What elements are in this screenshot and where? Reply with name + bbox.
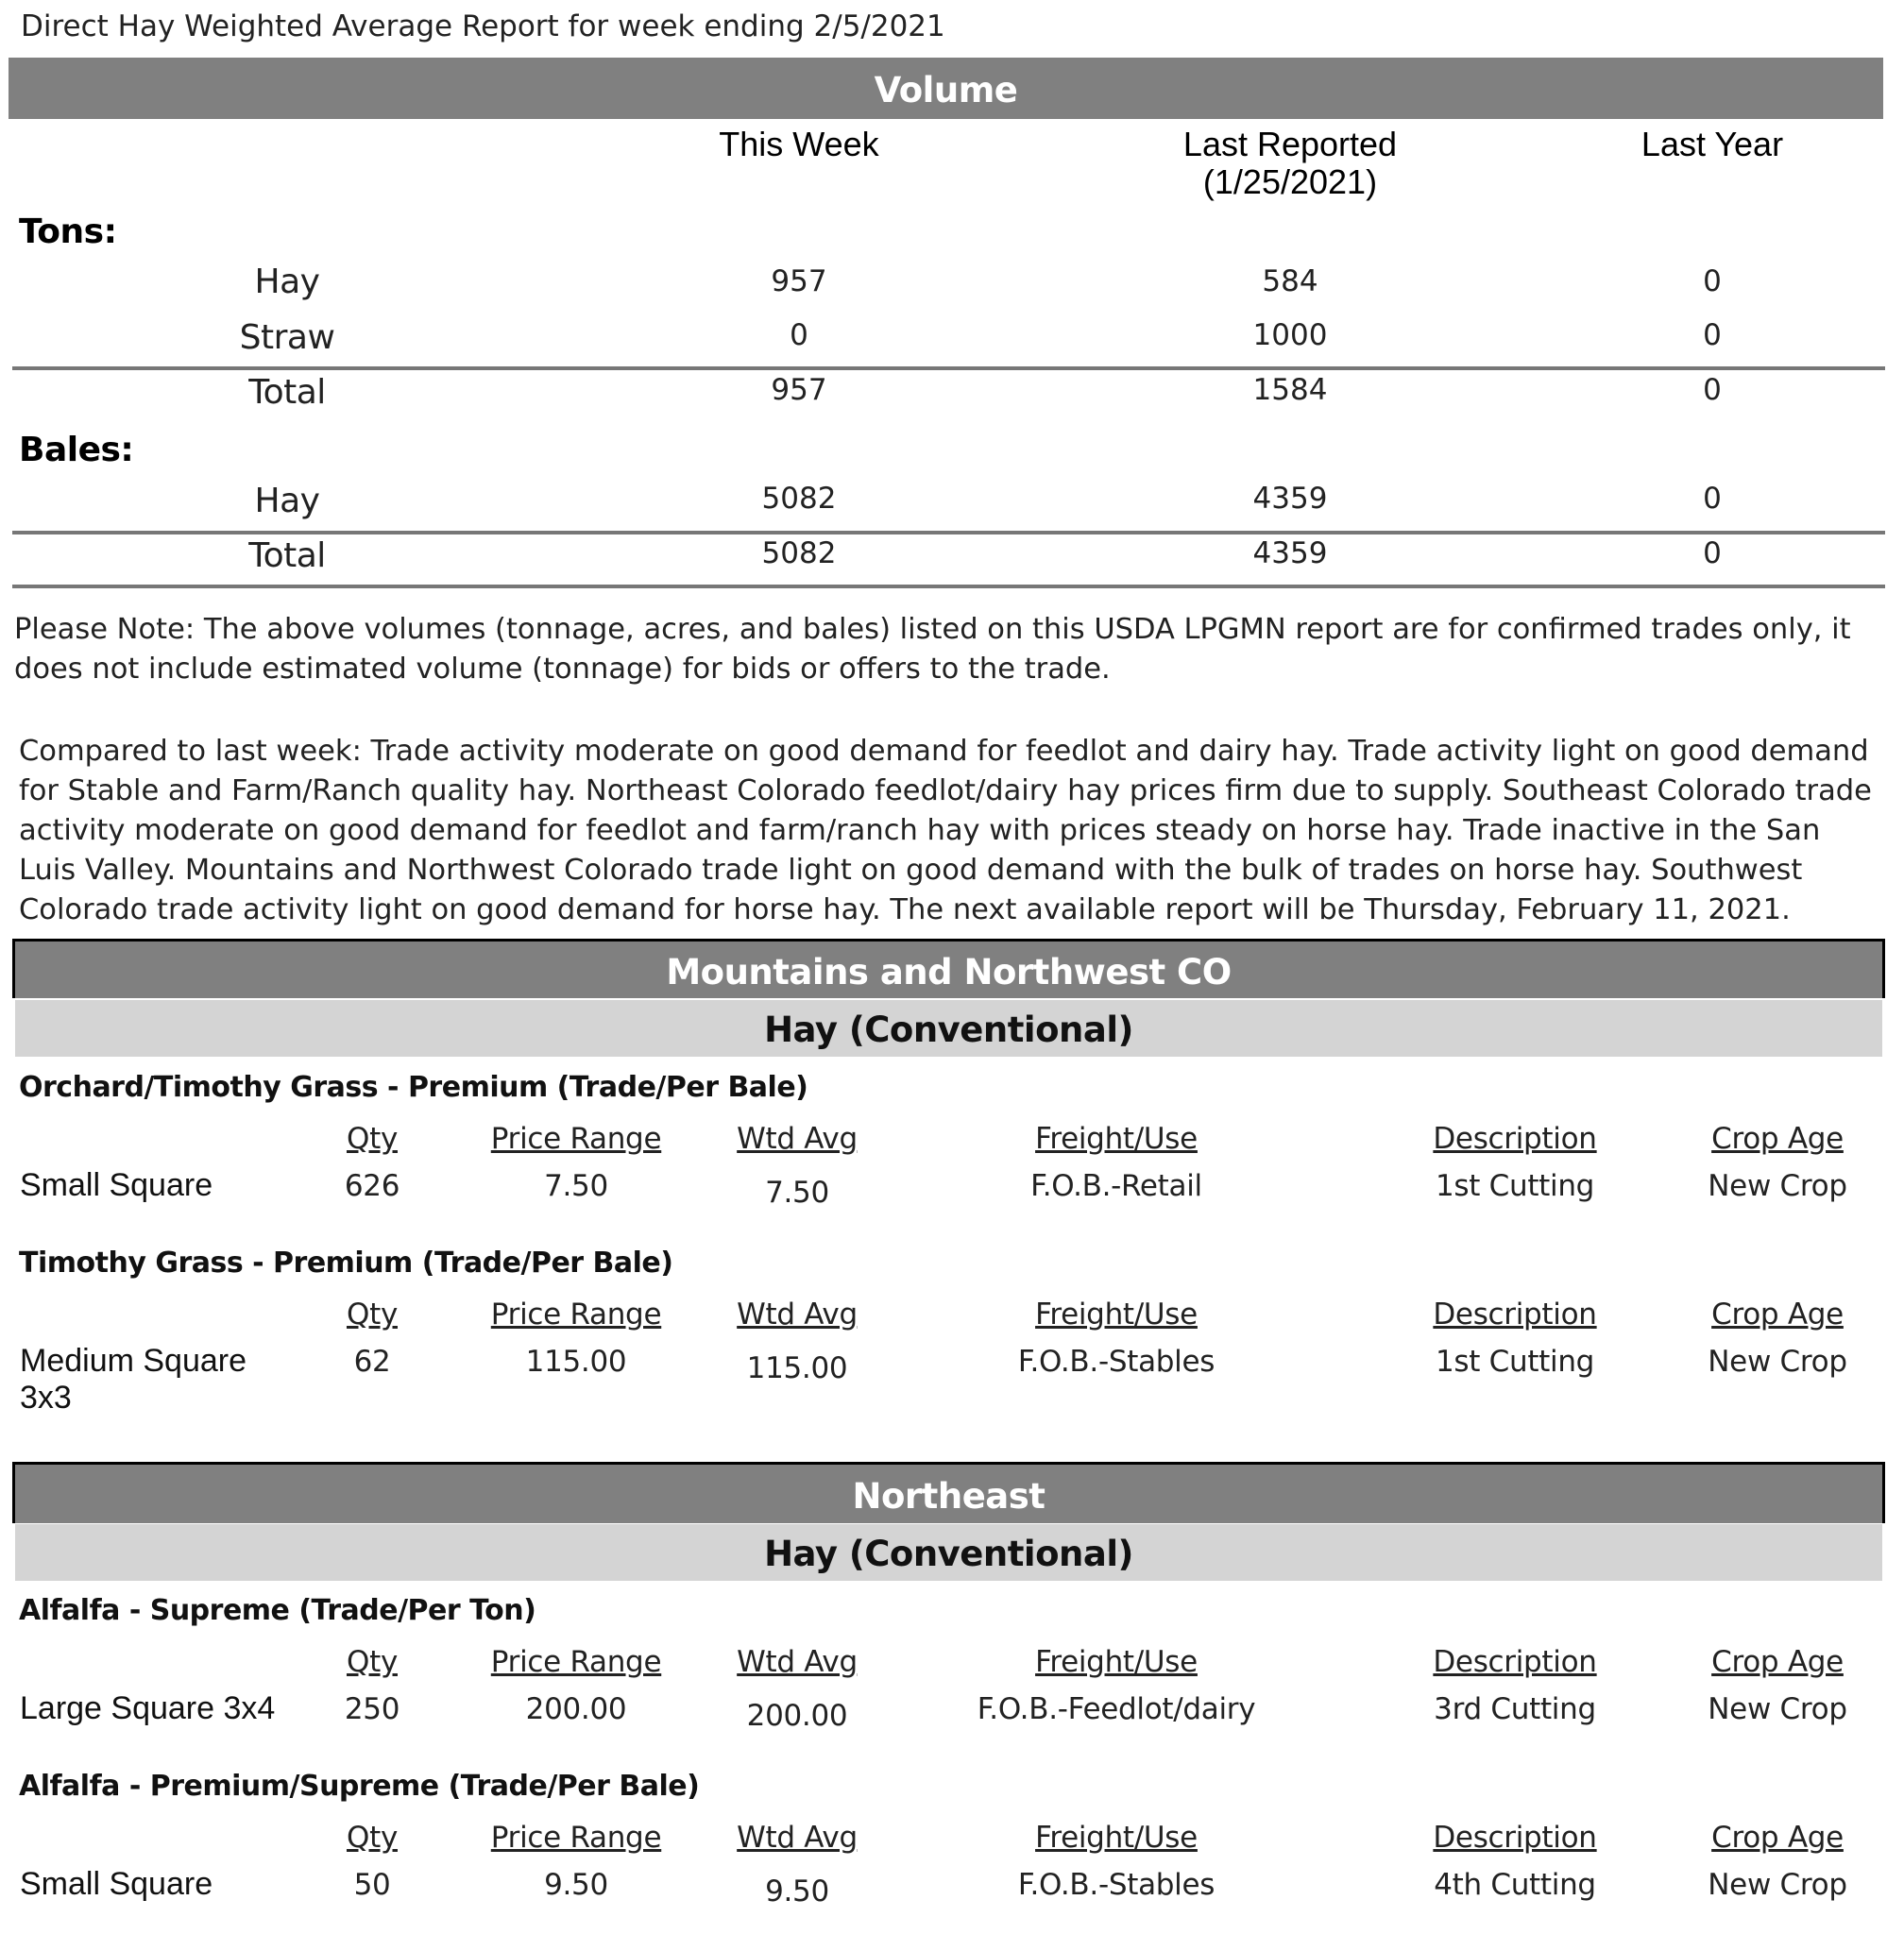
wtd-avg-value: 7.50: [765, 1176, 829, 1210]
header-crop-age: Crop Age: [1711, 1645, 1844, 1679]
description-value: 3rd Cutting: [1434, 1692, 1596, 1726]
qty-value: 626: [344, 1169, 400, 1203]
product-type: Small Square: [20, 1167, 213, 1203]
description-value: 4th Cutting: [1434, 1868, 1596, 1902]
header-wtd-avg: Wtd Avg: [737, 1821, 858, 1855]
description-value: 1st Cutting: [1435, 1345, 1595, 1379]
col-last-reported: Last Reported: [1182, 125, 1398, 163]
tons-straw-label: Straw: [239, 318, 335, 357]
header-qty: Qty: [346, 1122, 398, 1156]
tons-label: Tons:: [19, 212, 117, 251]
product-type: Small Square: [20, 1866, 213, 1902]
report-title: Direct Hay Weighted Average Report for week ending 2/5/2021: [21, 9, 945, 43]
header-description: Description: [1433, 1122, 1597, 1156]
header-description: Description: [1433, 1645, 1597, 1679]
bales-hay-last-reported: 4359: [1252, 482, 1328, 516]
bales-total-label: Total: [248, 536, 326, 575]
header-crop-age: Crop Age: [1711, 1122, 1844, 1156]
price-range-value: 115.00: [525, 1345, 627, 1379]
header-description: Description: [1433, 1298, 1597, 1332]
qty-value: 62: [353, 1345, 391, 1379]
header-crop-age: Crop Age: [1711, 1821, 1844, 1855]
bales-hay-label: Hay: [254, 482, 320, 520]
group-title: Timothy Grass - Premium (Trade/Per Bale): [19, 1247, 673, 1280]
col-last-reported-date: (1/25/2021): [1202, 162, 1378, 201]
tons-total-this-week: 957: [771, 373, 827, 407]
market-comparison: Compared to last week: Trade activity moderate on good demand for feedlot and dairy hay. Trade activity light on good demand for Stable and Farm/Ranch quality hay. Northeast Colorado feedlot/dairy hay prices firm due to supply. Southeast Colorado trade activity moderate on good demand for feedlot and farm/ranch hay with prices steady on horse hay. Trade inactive in the San Luis Valley. Mountains and Northwest Colorado trade light on good demand with the bulk of trades on horse hay. Southwest Colorado trade activity light on good demand for horse hay. The next available report will be Thursday, February 11, 2021.: [19, 735, 1872, 926]
crop-age-value: New Crop: [1708, 1692, 1847, 1726]
tons-total-label: Total: [248, 373, 326, 412]
freight-value: F.O.B.-Stables: [1017, 1345, 1216, 1379]
header-price-range: Price Range: [490, 1122, 662, 1156]
wtd-avg-value: 9.50: [765, 1875, 829, 1909]
category-header-northeast: Hay (Conventional): [15, 1524, 1882, 1581]
header-crop-age: Crop Age: [1711, 1298, 1844, 1332]
price-range-value: 200.00: [525, 1692, 627, 1726]
header-price-range: Price Range: [490, 1298, 662, 1332]
wtd-avg-value: 200.00: [746, 1699, 848, 1733]
group-title: Alfalfa - Supreme (Trade/Per Ton): [19, 1594, 536, 1627]
header-description: Description: [1433, 1821, 1597, 1855]
header-qty: Qty: [346, 1821, 398, 1855]
crop-age-value: New Crop: [1708, 1868, 1847, 1902]
bales-total-last-reported: 4359: [1252, 536, 1328, 570]
header-price-range: Price Range: [490, 1821, 662, 1855]
qty-value: 250: [344, 1692, 400, 1726]
volume-bottom-rule: [12, 585, 1885, 588]
freight-value: F.O.B.-Retail: [1030, 1169, 1202, 1203]
tons-total-last-reported: 1584: [1252, 373, 1328, 407]
tons-hay-this-week: 957: [771, 264, 827, 298]
header-price-range: Price Range: [490, 1645, 662, 1679]
crop-age-value: New Crop: [1708, 1345, 1847, 1379]
tons-straw-last-year: 0: [1703, 318, 1722, 352]
volume-note: Please Note: The above volumes (tonnage, acres, and bales) listed on this USDA LPGMN report are for confirmed trades only, it does not include estimated volume (tonnage) for bids or offers to the trade.: [14, 613, 1851, 686]
group-title: Orchard/Timothy Grass - Premium (Trade/Per Bale): [19, 1071, 808, 1104]
header-wtd-avg: Wtd Avg: [737, 1298, 858, 1332]
freight-value: F.O.B.-Feedlot/dairy: [977, 1692, 1256, 1726]
category-header-mountains-nw: Hay (Conventional): [15, 1000, 1882, 1057]
tons-total-last-year: 0: [1703, 373, 1722, 407]
volume-header: Volume: [8, 58, 1883, 119]
header-wtd-avg: Wtd Avg: [737, 1645, 858, 1679]
header-freight-use: Freight/Use: [1035, 1298, 1198, 1332]
tons-hay-last-year: 0: [1703, 264, 1722, 298]
region-header-mountains-nw: Mountains and Northwest CO: [12, 939, 1885, 998]
region-header-northeast: Northeast: [12, 1462, 1885, 1523]
tons-straw-last-reported: 1000: [1252, 318, 1328, 352]
header-qty: Qty: [346, 1645, 398, 1679]
header-wtd-avg: Wtd Avg: [737, 1122, 858, 1156]
bales-total-last-year: 0: [1703, 536, 1722, 570]
tons-hay-label: Hay: [254, 263, 320, 301]
price-range-value: 9.50: [544, 1868, 608, 1902]
bales-hay-last-year: 0: [1703, 482, 1722, 516]
price-range-value: 7.50: [544, 1169, 608, 1203]
group-title: Alfalfa - Premium/Supreme (Trade/Per Bale): [19, 1770, 700, 1803]
col-this-week: This Week: [719, 125, 879, 163]
product-type: Medium Square 3x3: [20, 1343, 247, 1416]
tons-straw-this-week: 0: [790, 318, 808, 352]
freight-value: F.O.B.-Stables: [1017, 1868, 1216, 1902]
qty-value: 50: [353, 1868, 391, 1902]
bales-total-this-week: 5082: [761, 536, 837, 570]
bales-label: Bales:: [19, 431, 134, 469]
col-last-year: Last Year: [1640, 125, 1784, 163]
header-freight-use: Freight/Use: [1035, 1645, 1198, 1679]
header-freight-use: Freight/Use: [1035, 1821, 1198, 1855]
bales-hay-this-week: 5082: [761, 482, 837, 516]
description-value: 1st Cutting: [1435, 1169, 1595, 1203]
tons-hay-last-reported: 584: [1262, 264, 1318, 298]
wtd-avg-value: 115.00: [746, 1351, 848, 1385]
tons-divider: [12, 366, 1885, 370]
crop-age-value: New Crop: [1708, 1169, 1847, 1203]
bales-divider: [12, 531, 1885, 534]
header-freight-use: Freight/Use: [1035, 1122, 1198, 1156]
header-qty: Qty: [346, 1298, 398, 1332]
product-type: Large Square 3x4: [20, 1690, 276, 1726]
